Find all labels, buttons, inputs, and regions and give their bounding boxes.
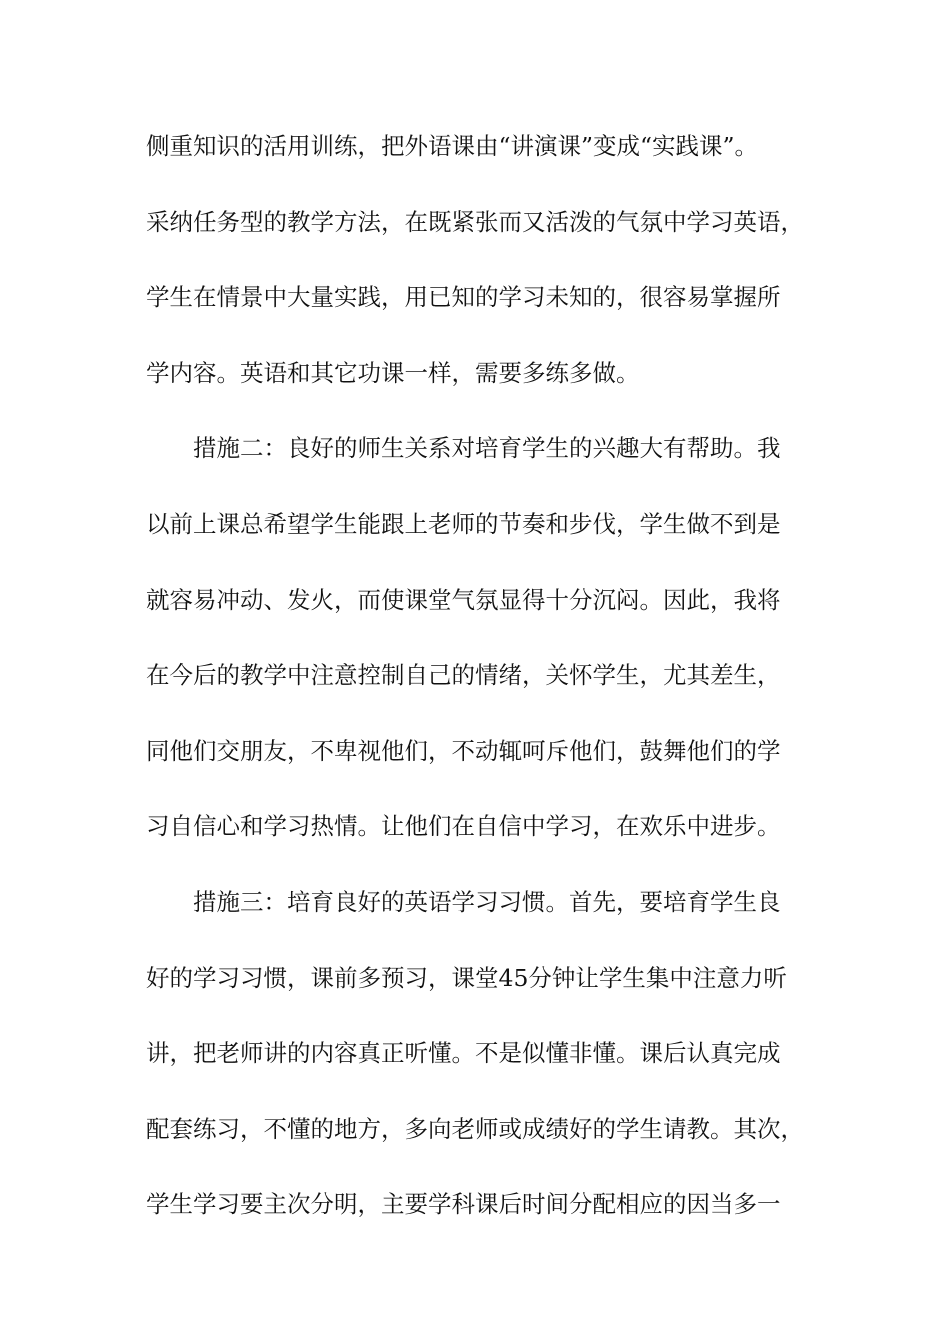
text-line: 好的学习习惯，课前多预习，课堂45分钟让学生集中注意力听: [146, 963, 787, 992]
text-line: 讲，把老师讲的内容真正听懂。不是似懂非懂。课后认真完成: [146, 1039, 781, 1068]
paragraph-start-line: 措施三：培育良好的英语学习习惯。首先，要培育学生良: [193, 887, 781, 916]
text-line: 学生在情景中大量实践，用已知的学习未知的，很容易掌握所: [146, 283, 781, 312]
text-line: 同他们交朋友，不卑视他们，不动辄呵斥他们，鼓舞他们的学: [146, 736, 781, 765]
text-line: 采纳任务型的教学方法，在既紧张而又活泼的气氛中学习英语，: [146, 207, 804, 236]
text-line: 配套练习，不懂的地方，多向老师或成绩好的学生请教。其次，: [146, 1114, 804, 1143]
paragraph-start-line: 措施二：良好的师生关系对培育学生的兴趣大有帮助。我: [193, 434, 781, 463]
document-body: [146, 126, 846, 1260]
text-line: 侧重知识的活用训练，把外语课由“讲演课”变成“实践课”。: [146, 132, 759, 160]
text-line: 学生学习要主次分明，主要学科课后时间分配相应的因当多一: [146, 1190, 781, 1219]
text-line: 学内容。英语和其它功课一样，需要多练多做。: [146, 358, 640, 387]
text-line: 以前上课总希望学生能跟上老师的节奏和步伐，学生做不到是: [146, 509, 781, 538]
text-line: 习自信心和学习热情。让他们在自信中学习，在欢乐中进步。: [146, 812, 781, 841]
text-line: 就容易冲动、发火，而使课堂气氛显得十分沉闷。因此，我将: [146, 585, 781, 614]
text-line: 在今后的教学中注意控制自己的情绪，关怀学生，尤其差生，: [146, 661, 781, 690]
